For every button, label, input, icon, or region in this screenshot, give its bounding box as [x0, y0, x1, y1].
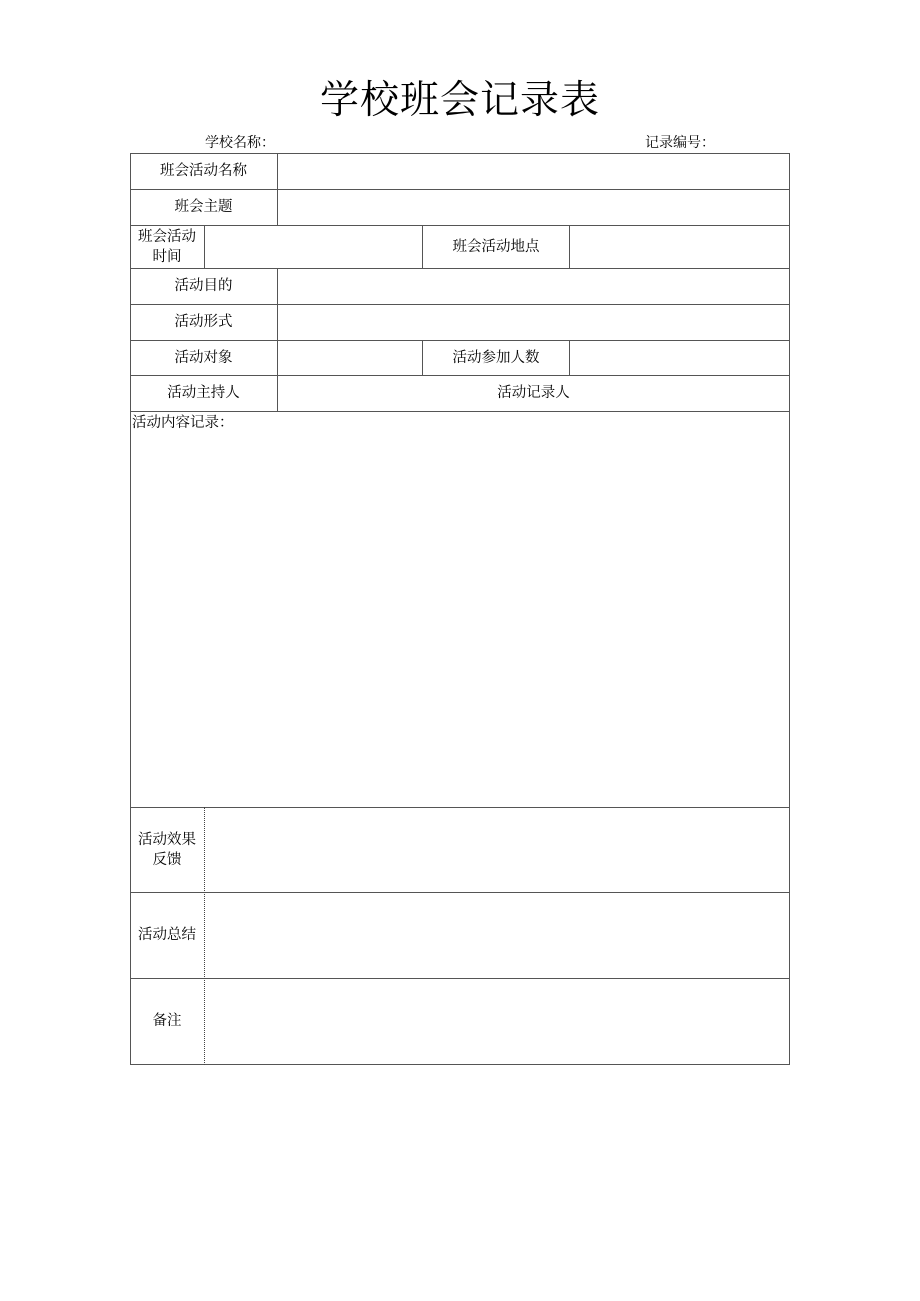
time-field[interactable]: [205, 226, 422, 268]
participants-label: 活动参加人数: [452, 349, 540, 366]
summary-label: 活动总结: [138, 927, 196, 943]
table-border-right: [789, 153, 790, 1065]
location-label: 班会活动地点: [452, 238, 540, 255]
content-record-field[interactable]: [131, 435, 789, 807]
feedback-label: [130, 807, 204, 892]
feedback-field[interactable]: [205, 808, 789, 892]
format-label: 活动形式: [174, 314, 233, 330]
content-record-label: 活动内容记录：: [132, 415, 234, 431]
host-label: 活动主持人: [167, 385, 240, 401]
record-number-label: 记录编号：: [645, 135, 715, 151]
recorder-label: 活动记录人: [497, 385, 570, 401]
format-field[interactable]: [278, 305, 789, 340]
theme-field[interactable]: [278, 190, 789, 225]
purpose-field[interactable]: [278, 269, 789, 304]
table-border-bottom: [130, 1064, 790, 1065]
feedback-label-line2: 反馈: [152, 851, 182, 868]
row-divider: [130, 411, 790, 412]
remarks-label: 备注: [152, 1013, 182, 1029]
page-title: 学校班会记录表: [319, 78, 600, 123]
activity-name-label: 班会活动名称: [160, 163, 247, 179]
remarks-field[interactable]: [205, 979, 789, 1064]
audience-label: 活动对象: [174, 349, 233, 366]
time-label-line2: 时间: [152, 248, 182, 265]
feedback-label-line1: 活动效果: [138, 831, 196, 848]
activity-name-field[interactable]: [278, 154, 789, 189]
time-label-line1: 班会活动: [138, 228, 196, 245]
participants-field[interactable]: [570, 341, 789, 375]
location-field[interactable]: [570, 226, 789, 268]
time-label: [130, 225, 204, 268]
school-name-label: 学校名称：: [205, 135, 275, 151]
audience-field[interactable]: [278, 341, 422, 375]
purpose-label: 活动目的: [174, 278, 233, 294]
theme-label: 班会主题: [174, 199, 233, 215]
record-form-table: [130, 153, 790, 1065]
summary-field[interactable]: [205, 893, 789, 978]
